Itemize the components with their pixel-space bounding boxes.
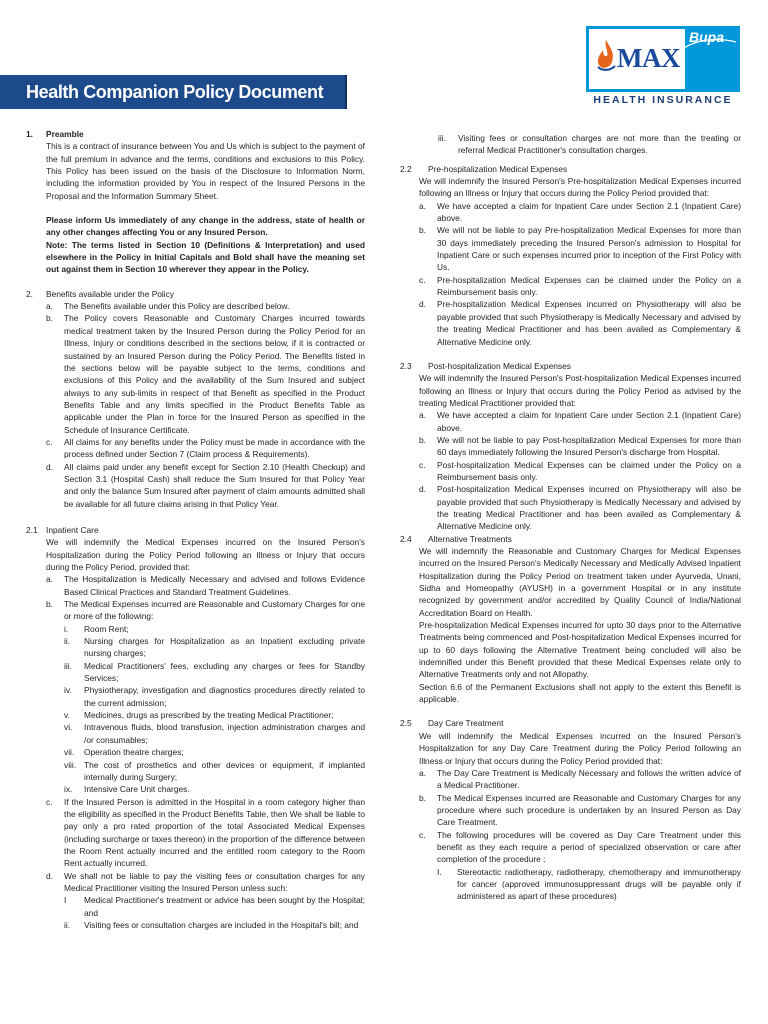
- section-title: Post-hospitalization Medical Expenses: [428, 360, 571, 371]
- section-number: 2.4: [400, 533, 412, 544]
- list-text: The cost of prosthetics and other devices or equipment, if implanted internally during Surgery;: [84, 759, 365, 782]
- list-text: We shall not be liable to pay the visiting fees or consultation charges for any Medical Practitioner visiting the Insured Person unless such:: [64, 870, 365, 893]
- list-item: [400, 409, 741, 434]
- list-marker: ix.: [64, 784, 73, 795]
- list-marker: b.: [46, 313, 53, 324]
- section-title: Alternative Treatments: [428, 533, 512, 544]
- list-marker: viii.: [64, 759, 77, 770]
- section-number: 2.1: [26, 524, 38, 535]
- page-title: Health Companion Policy Document: [26, 81, 324, 102]
- list-item: [26, 894, 365, 919]
- list-marker: vii.: [64, 747, 75, 758]
- flame-icon: [596, 40, 616, 72]
- list-marker: c.: [419, 274, 426, 285]
- roman-list-item: [64, 783, 365, 795]
- section-number: 2.3: [400, 360, 412, 371]
- list-marker: c.: [46, 796, 53, 807]
- list-text: Post-hospitalization Medical Expenses incurred on Physiotherapy will also be payable provided that such Physiotherapy is Medically Necessary and advised by the treating Medical Practitioner and has been availed as Complementary & Alternative Medicine only.: [437, 484, 741, 532]
- list-text: Stereotactic radiotherapy, radiotherapy, chemotherapy and immunotherapy for cancer (approved immunosuppressant drugs will be payable only if administered as apart of these procedures): [457, 866, 741, 902]
- logo-inner: [589, 29, 685, 89]
- list-item: [400, 459, 741, 484]
- logo-tagline: HEALTH INSURANCE: [593, 94, 733, 106]
- roman-list-item: [64, 660, 365, 685]
- list-text: Physiotherapy, investigation and diagnostics procedures directly related to the current admission;: [84, 685, 365, 708]
- list-item: [26, 312, 365, 435]
- section-title: Pre-hospitalization Medical Expenses: [428, 163, 568, 174]
- list-marker: iii.: [64, 660, 72, 671]
- list-text: Intensive Care Unit charges.: [84, 784, 190, 795]
- list-item: [400, 298, 741, 347]
- logo-partner: Bupa: [689, 29, 724, 45]
- list-text: All claims paid under any benefit except for Section 2.10 (Health Checkup) and Section 3.1 (Hospital Cash) shall reduce the Sum Insured for that Policy Year and only the balance Sum Insured after payment of claim amounts admitted shall be available for all future claims arising in that Policy Year.: [64, 461, 365, 509]
- list-marker: i.: [64, 623, 69, 634]
- list-text: The Day Care Treatment is Medically Necessary and follows the written advice of a Medical Practitioner.: [437, 767, 741, 791]
- list-item: [26, 573, 365, 598]
- list-text: Medical Practitioners' fees, excluding any charges or fees for Standby Services;: [84, 660, 365, 684]
- logo-wordmark: MAX: [617, 43, 680, 73]
- list-item: [26, 796, 365, 870]
- list-item: [26, 919, 365, 931]
- paragraph: Section 6.6 of the Permanent Exclusions shall not apply to the extent this Benefit is applicable.: [419, 681, 741, 705]
- list-marker: v.: [64, 710, 70, 721]
- roman-list-item: [64, 623, 365, 635]
- list-text: The Benefits available under this Policy are described below.: [64, 301, 290, 312]
- section-heading: [400, 360, 741, 372]
- list-text: Intravenous fluids, blood transfusion, injection administration charges and /or consumables;: [84, 722, 365, 745]
- list-item: [400, 483, 741, 532]
- list-marker: d.: [46, 870, 53, 881]
- section-number: 2.5: [400, 718, 412, 729]
- list-marker: a.: [46, 301, 53, 312]
- list-marker: vi.: [64, 722, 73, 733]
- section-heading: [26, 128, 365, 140]
- roman-list-item: [64, 759, 365, 784]
- list-marker: b.: [419, 792, 426, 803]
- list-item: [400, 434, 741, 459]
- list-text: Pre-hospitalization Medical Expenses can be claimed under the Policy on a Reimbursement basis only.: [437, 274, 741, 298]
- paragraph: This is a contract of insurance between You and Us which is subject to the payment of the full premium in advance and the terms, conditions and exclusions to this Policy. This Policy has been issued on the basis of the Disclosure to Information Norm, including the information provided by You in respect of the Insured Persons in the Proposal and the Information Summary Sheet.: [46, 141, 365, 201]
- list-item: [400, 132, 741, 157]
- list-text: The Policy covers Reasonable and Customary Charges incurred towards medical treatment taken by the Insured Person during the Policy Period for an Illness, Injury or conditions described in the sections below, if it is contracted or sustained by an Insured Person during the Policy Period. The Benefits listed in the sections below will be payable subject to the terms, conditions and exclusions of this Policy and the availability of the Sum Insured and subject always to any sub-limits in respect of that Benefit as specified in the Product Benefits Table and any limits specified in the Product Benefits Table as applicable under the Plan in force for the Insured Person as specified in the Schedule of Insurance Certificate.: [64, 313, 365, 435]
- section-number: 1.: [26, 129, 33, 139]
- list-text: The following procedures will be covered as Day Care Treatment under this benefit as they each require a period of specialized observation or care after completion of the procedure :: [437, 829, 741, 865]
- list-marker: b.: [46, 599, 53, 610]
- section-heading: [26, 524, 365, 536]
- section-heading: [400, 163, 741, 175]
- list-marker: b.: [419, 225, 426, 236]
- list-text: Visiting fees or consultation charges are included in the Hospital's bill; and: [84, 919, 359, 930]
- list-marker: a.: [419, 410, 426, 421]
- section-title: Benefits available under the Policy: [46, 288, 175, 299]
- section-number: 2.2: [400, 163, 412, 174]
- logo-box: [586, 26, 740, 92]
- list-marker: a.: [46, 574, 53, 585]
- list-marker: b.: [419, 434, 426, 445]
- section-heading: [26, 288, 365, 300]
- paragraph: Please inform Us immediately of any change in the address, state of health or any other changes affecting You or any Insured Person.: [46, 215, 365, 238]
- roman-list-item: [64, 684, 365, 709]
- section-heading: [400, 717, 741, 729]
- section-title: Inpatient Care: [46, 524, 99, 535]
- list-text: Post-hospitalization Medical Expenses can be claimed under the Policy on a Reimbursement basis only.: [437, 459, 741, 482]
- title-bar: [0, 75, 347, 109]
- list-item: [400, 224, 741, 273]
- left-column: [26, 128, 365, 931]
- list-item: [26, 300, 365, 312]
- list-item: [26, 436, 365, 461]
- list-marker: iii.: [438, 133, 446, 143]
- roman-list: [26, 623, 365, 796]
- list-marker: d.: [46, 461, 53, 472]
- list-marker: ii.: [64, 919, 71, 930]
- list-item: [26, 598, 365, 623]
- paragraph: We will indemnify the Medical Expenses incurred on the Insured Person's Hospitalization for any Day Care Treatment during the Policy Period following an Illness or Injury that occurs during the Policy Period provided that:: [419, 730, 741, 766]
- section-heading: [400, 533, 741, 545]
- roman-list-item: [64, 746, 365, 758]
- paragraph: We will indemnify the Insured Person's Pre-hospitalization Medical Expenses incurred following an Illness or Injury that occurs during the Policy Period provided that:: [419, 176, 741, 199]
- section-title: Preamble: [46, 129, 84, 139]
- list-item: [400, 200, 741, 225]
- max-bupa-logo: [586, 26, 740, 112]
- list-item: [400, 792, 741, 829]
- list-text: Medicines, drugs as prescribed by the treating Medical Practitioner;: [84, 710, 334, 721]
- right-column: [400, 132, 741, 903]
- list-item: [400, 767, 741, 792]
- roman-list-item: [64, 721, 365, 746]
- list-item: [400, 866, 741, 903]
- list-marker: a.: [419, 767, 426, 778]
- paragraph: We will indemnify the Reasonable and Customary Charges for Medical Expenses incurred on the Insured Person's Medically Necessary and Medically Advised Inpatient Hospitalization during the Policy Period on treatment taken under Ayurveda, Unani, Sidha and Homeopathy (AYUSH) in a government Hospital or in any institute recognized by government and/or accredited by Quality Council of India/National Accreditation Board on Health.: [419, 546, 741, 618]
- list-text: Pre-hospitalization Medical Expenses incurred on Physiotherapy will also be payable provided that such Physiotherapy is Medically Necessary and advised by the treating Medical Practitioner and has been availed as Complementary & Alternative Medicine only.: [437, 299, 741, 347]
- section-title: Day Care Treatment: [428, 718, 504, 729]
- list-text: The Hospitalization is Medically Necessary and advised and follows Evidence Based Clinical Practices and Standard Treatment Guidelines.: [64, 574, 365, 597]
- list-text: We have accepted a claim for Inpatient Care under Section 2.1 (Inpatient Care) above.: [437, 200, 741, 224]
- paragraph: We will indemnify the Insured Person's Post-hospitalization Medical Expenses incurred following an Illness or Injury that occurs during the Policy Period as advised by the treating Medical Practitioner provided that:: [419, 373, 741, 408]
- list-text: If the Insured Person is admitted in the Hospital in a room category higher than the eligibility as specified in the Product Benefits Table, then We shall be liable to pay only a pro rated proportion of the total Associated Medical Expenses (including surcharge or taxes thereon) in the proportion of the difference between the Room Rent actually incurred and the entitled room category to the Room Rent actually incurred.: [64, 796, 365, 869]
- list-item: [400, 829, 741, 866]
- list-item: [26, 870, 365, 895]
- roman-list-item: [64, 635, 365, 660]
- note-paragraph: Note: The terms listed in Section 10 (Definitions & Interpretation) and used elsewhere in the Policy in Initial Capitals and Bold shall have the meaning set out against them in Section 10 wherever they appear in the Policy.: [46, 239, 365, 275]
- section-number: 2.: [26, 288, 33, 299]
- list-marker: d.: [419, 299, 426, 310]
- list-marker: I.: [437, 866, 442, 877]
- list-text: All claims for any benefits under the Policy must be made in accordance with the process defined under Section 7 (Claim process & Requirements).: [64, 436, 365, 460]
- list-marker: c.: [46, 436, 53, 447]
- list-text: Nursing charges for Hospitalization as an Inpatient excluding private nursing charges;: [84, 636, 365, 659]
- list-marker: I: [64, 895, 67, 906]
- paragraph: Pre-hospitalization Medical Expenses incurred for upto 30 days prior to the Alternative Treatments being commenced and Post-hospitalization Medical Expenses incurred for up to 60 days following the Alternative Treatment being concluded will also be indemnified under this Benefit provided that these Medical Expenses relate only to Alternative Treatments only and not Allopathy.: [419, 620, 741, 680]
- list-item: [400, 274, 741, 299]
- list-marker: ii.: [64, 636, 71, 647]
- list-text: We will not be liable to pay Post-hospitalization Medical Expenses for more than 60 days immediately following the Insured Person's discharge from Hospital.: [437, 434, 741, 458]
- list-marker: c.: [419, 459, 426, 470]
- list-text: Visiting fees or consultation charges are not more than the treating or referral Medical Practitioner's consultation charges.: [458, 133, 741, 156]
- list-text: We will not be liable to pay Pre-hospitalization Medical Expenses for more than 30 days immediately preceding the Insured Person's admission to Hospital for Inpatient Care or such expenses incurred prior to inception of the First Policy with Us.: [437, 225, 741, 273]
- list-text: The Medical Expenses incurred are Reasonable and Customary Charges for one or more of the following:: [64, 599, 365, 622]
- list-text: Room Rent;: [84, 623, 129, 634]
- list-text: Operation theatre charges;: [84, 747, 184, 758]
- list-marker: a.: [419, 200, 426, 211]
- list-item: [26, 461, 365, 510]
- list-text: We have accepted a claim for Inpatient Care under Section 2.1 (Inpatient Care) above.: [437, 410, 741, 433]
- list-marker: c.: [419, 829, 426, 840]
- roman-list-item: [64, 709, 365, 721]
- list-text: The Medical Expenses incurred are Reasonable and Customary Charges for any procedure where such procedure is undertaken by an Insured Person as Day Care Treatment.: [437, 792, 741, 828]
- paragraph: We will indemnify the Medical Expenses incurred on the Insured Person's Hospitalization during the Policy Period following an Illness or Injury that occurs during the Policy Period, provided that:: [46, 537, 365, 572]
- list-marker: iv.: [64, 685, 72, 696]
- list-text: Medical Practitioner's treatment or advice has been sought by the Hospital; and: [84, 895, 365, 918]
- list-marker: d.: [419, 484, 426, 495]
